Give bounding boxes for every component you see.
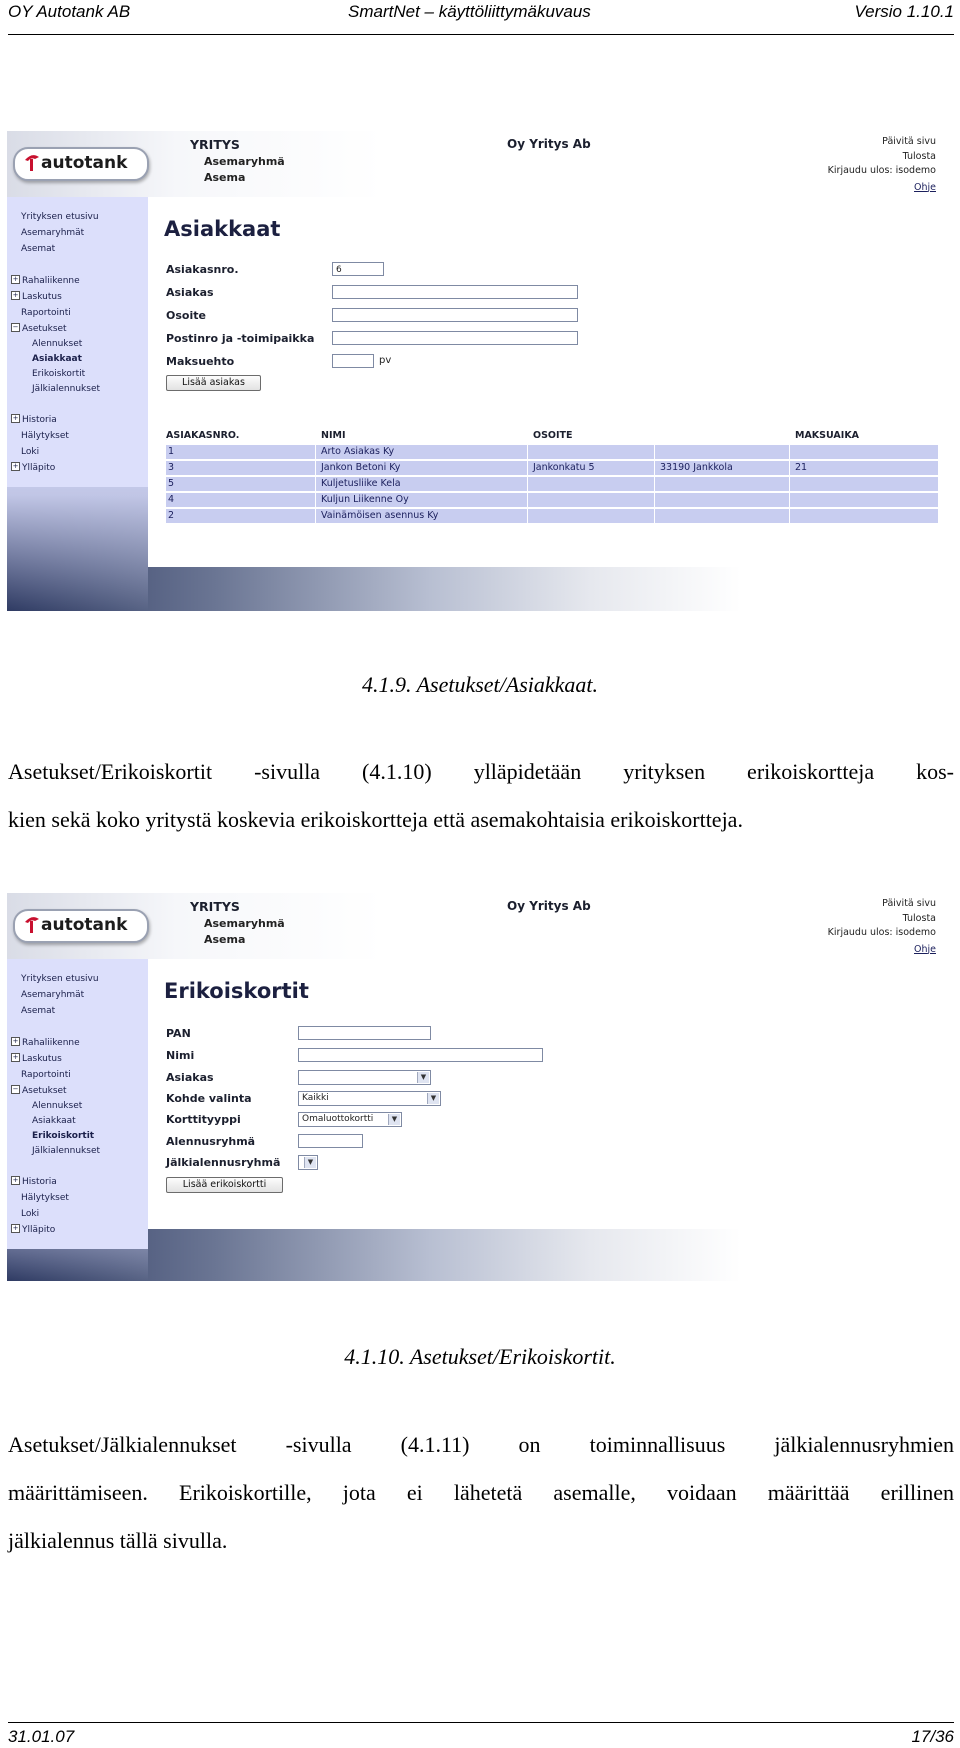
sidebar-item-yllapito[interactable]: + Ylläpito bbox=[12, 1224, 56, 1235]
paragraph-1 bbox=[8, 748, 954, 844]
asiakasnro-input[interactable]: 6 bbox=[332, 262, 384, 276]
korttityyppi-label: Korttityyppi bbox=[166, 1113, 241, 1126]
kohde-label: Kohde valinta bbox=[166, 1092, 252, 1105]
collapse-icon[interactable]: − bbox=[12, 323, 19, 331]
hierarchy-breadcrumb bbox=[190, 137, 285, 186]
sidebar-item-halytykset[interactable]: Hälytykset bbox=[21, 1193, 69, 1203]
sidebar-item-alennukset[interactable]: Alennukset bbox=[32, 1101, 83, 1111]
expand-icon[interactable]: + bbox=[12, 275, 19, 283]
sidebar-item-historia[interactable]: + Historia bbox=[12, 414, 57, 425]
paragraph-2 bbox=[8, 1421, 954, 1565]
maksuehto-input[interactable] bbox=[332, 354, 374, 368]
jalkialennusryhma-select[interactable] bbox=[298, 1155, 318, 1170]
main-content bbox=[148, 959, 948, 1229]
paragraph-2-line: Asetukset/Jälkialennukset -sivulla (4.1.11) on toiminnallisuus jälkialennusryhmien bbox=[8, 1432, 954, 1457]
refresh-link[interactable]: Päivitä sivu bbox=[882, 136, 936, 147]
asiakas-label: Asiakas bbox=[166, 286, 214, 299]
add-customer-button[interactable]: Lisää asiakas bbox=[166, 375, 261, 391]
chevron-down-icon[interactable]: ▼ bbox=[427, 1093, 439, 1104]
sidebar-item-loki[interactable]: Loki bbox=[21, 1209, 40, 1219]
sidebar-item-asemaryhmat[interactable]: Asemaryhmät bbox=[21, 990, 85, 1000]
asiakas-select[interactable] bbox=[298, 1070, 431, 1085]
pan-input[interactable] bbox=[298, 1026, 431, 1040]
sidebar-item-erikoiskortit[interactable]: Erikoiskortit bbox=[32, 1131, 95, 1141]
top-links bbox=[828, 135, 936, 195]
sidebar-item-asiakkaat[interactable]: Asiakkaat bbox=[32, 1116, 76, 1126]
sidebar-item-raportointi[interactable]: Raportointi bbox=[21, 308, 71, 318]
header-title: SmartNet – käyttöliittymäkuvaus bbox=[348, 2, 591, 21]
logo-mark-icon bbox=[23, 151, 41, 173]
footer-page-number: 17/36 bbox=[911, 1727, 954, 1746]
figure-caption-2: 4.1.10. Asetukset/Erikoiskortit. bbox=[344, 1344, 616, 1369]
hier-level-company[interactable]: YRITYS bbox=[190, 899, 240, 914]
col-maksuaika[interactable]: MAKSUAIKA bbox=[795, 430, 860, 441]
alennusryhma-label: Alennusryhmä bbox=[166, 1135, 256, 1148]
expand-icon[interactable]: + bbox=[12, 1053, 19, 1061]
screenshot-erikoiskortit bbox=[7, 893, 948, 1281]
logout-link[interactable]: Kirjaudu ulos: isodemo bbox=[827, 927, 936, 938]
maksuehto-unit: pv bbox=[379, 355, 392, 366]
sidebar-item-erikoiskortit[interactable]: Erikoiskortit bbox=[32, 369, 86, 379]
table-row[interactable]: 5 Kuljetusliike Kela bbox=[166, 477, 938, 491]
nimi-label: Nimi bbox=[166, 1049, 195, 1062]
sidebar-panel bbox=[7, 197, 148, 487]
app-logo[interactable] bbox=[13, 909, 149, 943]
hier-level-company[interactable]: YRITYS bbox=[190, 137, 240, 152]
table-row[interactable]: 3 Jankon Betoni Ky Jankonkatu 5 33190 Jankkola 21 bbox=[166, 461, 938, 475]
logo-text: autotank bbox=[41, 915, 128, 935]
sidebar bbox=[7, 959, 148, 1281]
header-company: OY Autotank AB bbox=[8, 2, 131, 21]
sidebar-item-asemaryhmat[interactable]: Asemaryhmät bbox=[21, 228, 85, 238]
sidebar-item-raportointi[interactable]: Raportointi bbox=[21, 1070, 71, 1080]
sidebar bbox=[7, 197, 148, 611]
pan-label: PAN bbox=[166, 1027, 191, 1040]
app-topbar bbox=[7, 131, 948, 197]
sidebar-item-asetukset[interactable]: − Asetukset bbox=[12, 323, 67, 334]
screenshot-asiakkaat bbox=[7, 131, 948, 611]
hier-level-station[interactable]: Asema bbox=[204, 933, 246, 946]
expand-icon[interactable]: + bbox=[12, 1037, 19, 1045]
logout-link[interactable]: Kirjaudu ulos: isodemo bbox=[827, 165, 936, 176]
print-link[interactable]: Tulosta bbox=[902, 912, 936, 924]
figure-caption-1: 4.1.9. Asetukset/Asiakkaat. bbox=[361, 672, 599, 697]
sidebar-item-laskutus[interactable]: + Laskutus bbox=[12, 1053, 62, 1064]
refresh-link[interactable]: Päivitä sivu bbox=[882, 898, 936, 909]
header-version: Versio 1.10.1 bbox=[854, 2, 954, 21]
help-link[interactable]: Ohje bbox=[914, 181, 936, 193]
chevron-down-icon[interactable]: ▼ bbox=[388, 1114, 400, 1125]
col-asiakasnro[interactable]: ASIAKASNRO. bbox=[166, 430, 240, 441]
sidebar-item-jalkialennukset[interactable]: Jälkialennukset bbox=[32, 1146, 101, 1156]
print-link[interactable]: Tulosta bbox=[902, 150, 936, 162]
add-special-card-button[interactable]: Lisää erikoiskortti bbox=[166, 1177, 283, 1193]
table-row[interactable]: 4 Kuljun Liikenne Oy bbox=[166, 493, 938, 507]
asiakas-input[interactable] bbox=[332, 285, 578, 299]
sidebar-item-asiakkaat[interactable]: Asiakkaat bbox=[32, 354, 82, 364]
expand-icon[interactable]: + bbox=[12, 291, 19, 299]
sidebar-item-asetukset[interactable]: − Asetukset bbox=[12, 1085, 67, 1096]
page-title: Asiakkaat bbox=[164, 217, 281, 241]
hier-level-group[interactable]: Asemaryhmä bbox=[204, 917, 285, 930]
korttityyppi-select[interactable]: Omaluottokortti ▼ bbox=[298, 1112, 402, 1127]
sidebar-item-yrityksen-etusivu[interactable]: Yrityksen etusivu bbox=[21, 212, 99, 222]
page-header bbox=[8, 0, 954, 35]
logo-text: autotank bbox=[41, 153, 128, 173]
hier-level-group[interactable]: Asemaryhmä bbox=[204, 155, 285, 168]
expand-icon[interactable]: + bbox=[12, 1176, 19, 1184]
expand-icon[interactable]: + bbox=[12, 414, 19, 422]
sidebar-panel bbox=[7, 959, 148, 1249]
hier-level-station[interactable]: Asema bbox=[204, 171, 246, 184]
table-row[interactable]: 1 Arto Asiakas Ky bbox=[166, 445, 938, 459]
asiakas-label: Asiakas bbox=[166, 1071, 214, 1084]
sidebar-item-yrityksen-etusivu[interactable]: Yrityksen etusivu bbox=[21, 974, 99, 984]
col-nimi[interactable]: NIMI bbox=[321, 430, 346, 441]
paragraph-1-line: kien sekä koko yritystä koskevia erikoiskortteja että asemakohtaisia erikoiskortteja. bbox=[8, 807, 743, 832]
logo-mark-icon bbox=[23, 913, 41, 935]
osoite-input[interactable] bbox=[332, 308, 578, 322]
kohde-select[interactable]: Kaikki ▼ bbox=[298, 1091, 441, 1106]
sidebar-item-halytykset[interactable]: Hälytykset bbox=[21, 431, 69, 441]
table-row[interactable]: 2 Vainämöisen asennus Ky bbox=[166, 509, 938, 523]
collapse-icon[interactable]: − bbox=[12, 1085, 19, 1093]
paragraph-2-line: jälkialennus tällä sivulla. bbox=[8, 1528, 228, 1553]
main-content bbox=[148, 197, 948, 567]
sidebar-item-historia[interactable]: + Historia bbox=[12, 1176, 57, 1187]
chevron-down-icon[interactable]: ▼ bbox=[417, 1072, 429, 1083]
paragraph-2-line: määrittämiseen. Erikoiskortille, jota ei lähetetä asemalle, voidaan määrittää erillinen bbox=[8, 1480, 954, 1505]
footer-date: 31.01.07 bbox=[8, 1727, 75, 1746]
col-osoite[interactable]: OSOITE bbox=[533, 430, 573, 441]
chevron-down-icon[interactable]: ▼ bbox=[304, 1157, 316, 1168]
paragraph-1-line: Asetukset/Erikoiskortit -sivulla (4.1.10) ylläpidetään yrityksen erikoiskortteja kos- bbox=[8, 759, 954, 784]
page-title: Erikoiskortit bbox=[164, 979, 309, 1003]
page-footer bbox=[8, 1722, 954, 1748]
company-name: Oy Yritys Ab bbox=[507, 137, 591, 151]
postinro-input[interactable] bbox=[332, 331, 578, 345]
company-name: Oy Yritys Ab bbox=[507, 899, 591, 913]
sidebar-item-rahaliikenne[interactable]: + Rahaliikenne bbox=[12, 275, 80, 286]
nimi-input[interactable] bbox=[298, 1048, 543, 1062]
maksuehto-label: Maksuehto bbox=[166, 355, 235, 368]
hierarchy-breadcrumb bbox=[190, 899, 285, 948]
osoite-label: Osoite bbox=[166, 309, 206, 322]
sidebar-item-loki[interactable]: Loki bbox=[21, 447, 40, 457]
sidebar-item-laskutus[interactable]: + Laskutus bbox=[12, 291, 62, 302]
top-links bbox=[828, 897, 936, 957]
app-topbar bbox=[7, 893, 948, 959]
alennusryhma-input[interactable] bbox=[298, 1134, 363, 1148]
sidebar-item-yllapito[interactable]: + Ylläpito bbox=[12, 462, 56, 473]
postinro-label: Postinro ja -toimipaikka bbox=[166, 332, 315, 345]
sidebar-item-rahaliikenne[interactable]: + Rahaliikenne bbox=[12, 1037, 80, 1048]
app-logo[interactable] bbox=[13, 147, 149, 181]
sidebar-item-asemat[interactable]: Asemat bbox=[21, 244, 56, 254]
expand-icon[interactable]: + bbox=[12, 1224, 19, 1232]
sidebar-item-alennukset[interactable]: Alennukset bbox=[32, 339, 83, 349]
help-link[interactable]: Ohje bbox=[914, 943, 936, 955]
sidebar-item-jalkialennukset[interactable]: Jälkialennukset bbox=[32, 384, 101, 394]
expand-icon[interactable]: + bbox=[12, 462, 19, 470]
asiakasnro-label: Asiakasnro. bbox=[166, 263, 239, 276]
sidebar-item-asemat[interactable]: Asemat bbox=[21, 1006, 56, 1016]
jalkialennusryhma-label: Jälkialennusryhmä bbox=[166, 1156, 281, 1169]
